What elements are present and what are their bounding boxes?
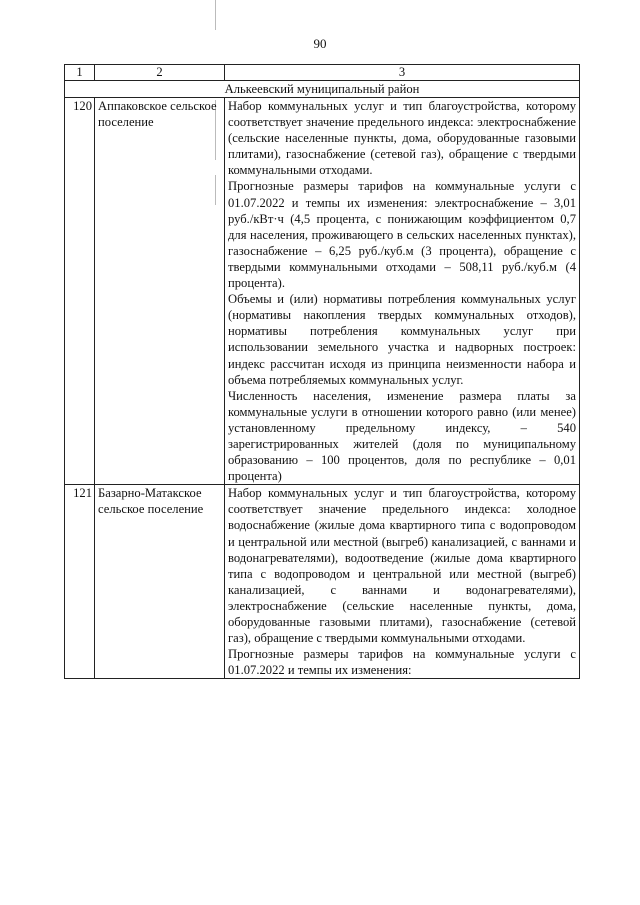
row-description xyxy=(225,485,580,679)
paragraph: Прогнозные размеры тарифов на коммунальные услуги с 01.07.2022 и темпы их изменения: xyxy=(228,647,576,678)
row-description xyxy=(225,98,580,485)
table-row xyxy=(65,485,580,679)
scan-artifact-line xyxy=(215,0,216,30)
table-row xyxy=(65,98,580,485)
column-header: 2 xyxy=(95,65,225,81)
region-name: Алькеевский муниципальный район xyxy=(65,81,580,98)
tariff-table xyxy=(64,64,580,679)
column-header: 1 xyxy=(65,65,95,81)
page-number: 90 xyxy=(313,36,327,51)
settlement-name: Базарно-Матакское сельское поселение xyxy=(95,485,225,679)
column-header: 3 xyxy=(225,65,580,81)
region-row xyxy=(65,81,580,98)
paragraph: Набор коммунальных услуг и тип благоустройства, которому соответствует значение предельного индекса: электроснабжение (сельские населенные пункты, дома, оборудованные газовыми плитами), газоснабжение (сетевой газ), обращение с твердыми коммунальными отходами. xyxy=(228,99,576,178)
row-number: 121 xyxy=(65,485,95,679)
table-header-row xyxy=(65,65,580,81)
paragraph: Прогнозные размеры тарифов на коммунальные услуги с 01.07.2022 и темпы их изменения: электроснабжение – 3,01 руб./кВт·ч (4,5 процента, с понижающим коэффициентом 0,7 для населения, проживающего в сельских населенных пунктах), газоснабжение – 6,25 руб./куб.м (3 процента), обращение с твердыми коммунальными отходами – 508,11 руб./куб.м (4 процента). xyxy=(228,179,576,291)
paragraph: Объемы и (или) нормативы потребления коммунальных услуг (нормативы накопления твердых коммунальных отходов), нормативы потребления коммунальных услуг при использовании земельного участка и надворных построек: индекс рассчитан исходя из принципа неизменности набора и объема потребляемых коммунальных услуг. xyxy=(228,292,576,387)
paragraph: Численность населения, изменение размера платы за коммунальные услуги в отношении которого равно (или менее) установленному предельному индексу, – 540 зарегистрированных жителей (доля по муниципальному образованию – 100 процентов, доля по республике – 0,01 процента) xyxy=(228,388,576,484)
paragraph: Набор коммунальных услуг и тип благоустройства, которому соответствует значение предельного индекса: холодное водоснабжение (жилые дома квартирного типа с водопроводом и центральной или местной (выгреб) канализацией, с ваннами и водонагревателями), водоотведение (жилые дома квартирного типа с водопроводом и центральной или местной (выгреб) канализацией, с ваннами и водонагревателями), электроснабжение (сельские населенные пункты, дома, оборудованные газовыми плитами), газоснабжение (сетевой газ), обращение с твердыми коммунальными отходами. xyxy=(228,486,576,646)
settlement-name: Аппаковское сельское поселение xyxy=(95,98,225,485)
row-number: 120 xyxy=(65,98,95,485)
